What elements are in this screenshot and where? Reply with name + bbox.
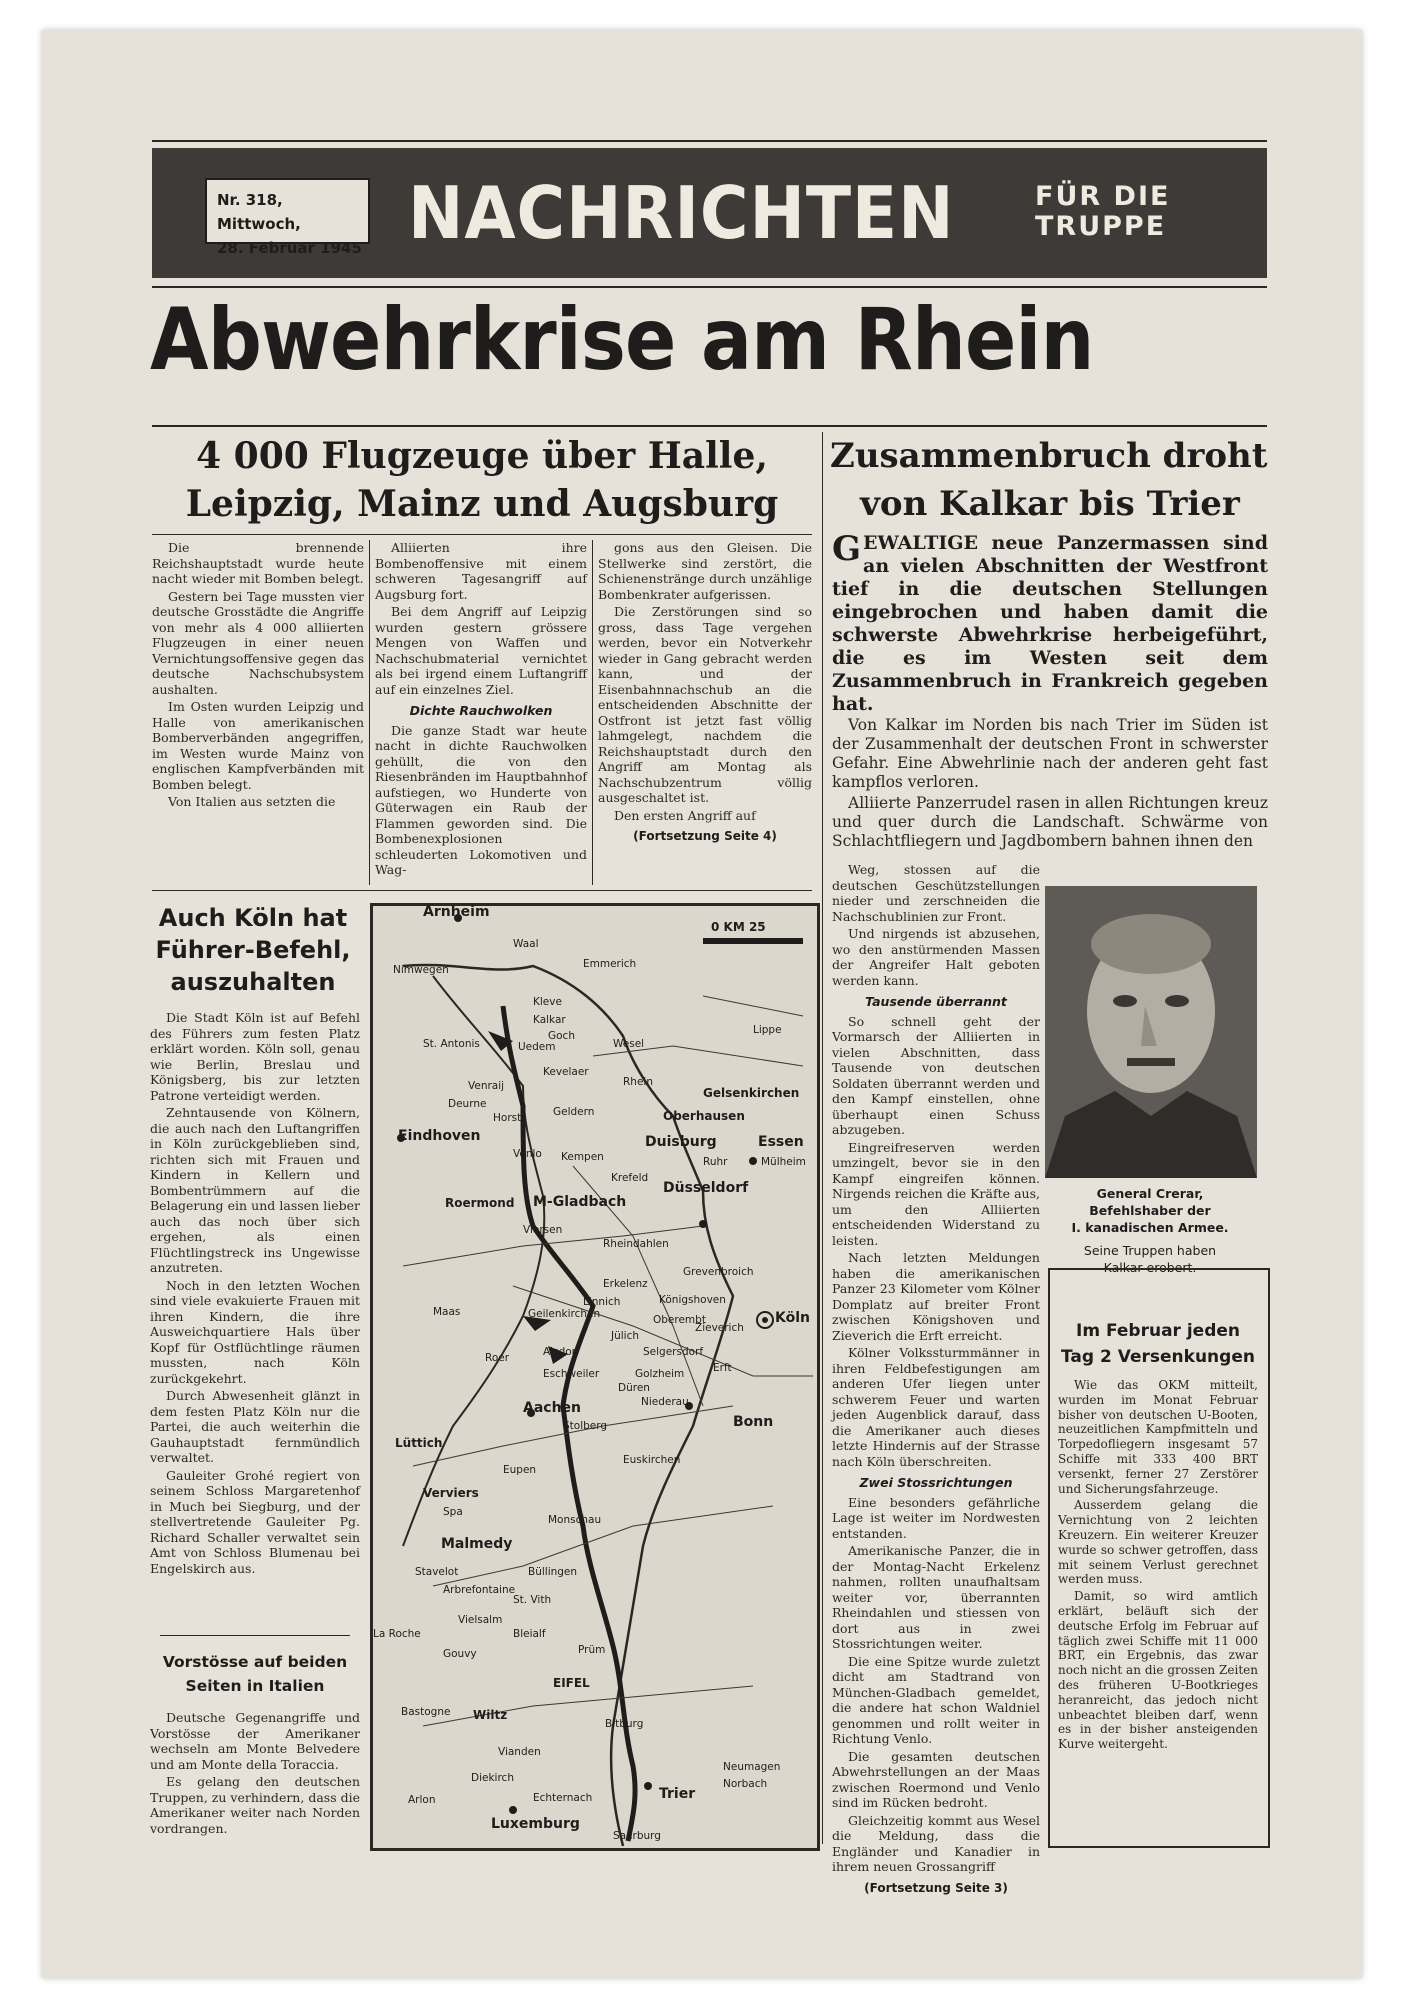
kalkar-intro: [832, 716, 1268, 853]
map-label-neumagen: Neumagen: [723, 1761, 781, 1773]
map-scale: 0 KM 25: [711, 920, 766, 934]
paragraph: So schnell geht der Vormarsch der Alliierten in vielen Abschnitten, dass Tausende von deutschen Soldaten überrannt werden und den Kampf einstellen, ohne überhaupt einen Schuss abzugeben.: [832, 1013, 1040, 1137]
main-headline: Abwehrkrise am Rhein: [150, 290, 1094, 390]
map-label-bitburg: Bitburg: [605, 1718, 644, 1730]
map-label-juelich: Jülich: [611, 1330, 640, 1342]
map-label-zieverich: Zieverich: [695, 1322, 744, 1334]
versenkungen-title-line1: Im Februar jeden: [1076, 1321, 1240, 1341]
paragraph: Kölner Volkssturmmänner in ihren Feldbefestigungen am anderen Ufer liegen unter schwerem Feuer und warten jeden Augenblick darauf, dass die Amerikaner auch dieses letzte Hindernis auf der Strasse nach Köln überschreiten.: [832, 1345, 1040, 1469]
map-label-st-antonis: St. Antonis: [423, 1038, 480, 1050]
map-label-erkelenz: Erkelenz: [603, 1278, 648, 1290]
map-label-diekirch: Diekirch: [471, 1772, 514, 1784]
flugzeuge-subhead: Dichte Rauchwolken: [409, 703, 553, 718]
kalkar-title-line2: von Kalkar bis Trier: [860, 484, 1240, 524]
paragraph: Alliierte Panzerrudel rasen in allen Richtungen kreuz und quer durch die Landschaft. Schwärme von Schlachtfliegern und Jagdbombern bahnen ihnen den: [832, 794, 1268, 850]
headline-rule: [152, 425, 1267, 427]
front-map: [370, 903, 820, 1851]
map-label-selgersdorf: Selgersdorf: [643, 1346, 704, 1358]
column-divider: [592, 540, 593, 885]
caption-line: General Crerar,: [1096, 1186, 1204, 1201]
map-label-kleve: Kleve: [533, 996, 562, 1008]
paragraph: Von Italien aus setzten die: [168, 794, 336, 809]
paragraph: Eine besonders gefährliche Lage ist weiter im Nordwesten entstanden.: [832, 1494, 1040, 1541]
caption-line: I. kanadischen Armee.: [1071, 1220, 1229, 1235]
paragraph: Gauleiter Grohé regiert von seinem Schloss Margaretenhof in Much bei Siegburg, und der stellvertretende Gauleiter Pg. Richard Schaller verwaltet sein Amt von Schloss Blumenau bei Engelskirch aus.: [150, 1467, 360, 1576]
kalkar-subhead-1: Tausende überrannt: [865, 994, 1007, 1009]
kalkar-lead-text: EWALTIGE neue Panzermassen sind an vielen Abschnitten der Westfront tief in die deutschen Stellungen eingebrochen und haben damit die schwerste Abwehrkrise herbeigeführt, die es im Westen seit dem Zusammenbruch in Frankreich gegeben hat.: [832, 532, 1268, 715]
map-label-eifel: EIFEL: [553, 1676, 590, 1690]
kalkar-subhead-2: Zwei Stossrichtungen: [859, 1475, 1013, 1490]
paragraph: Damit, so wird amtlich erklärt, beläuft sich der deutsche Erfolg im Februar auf täglich zwei Schiffe mit 11 000 BRT, ein Ergebnis, das zwar noch nicht an die grossen Zeiten des früheren U-Bootkrieges heranreicht, das jedoch nicht unbeachtet bleiben darf, wenn es in der bisher ansteigenden Kurve weitergeht.: [1058, 1589, 1258, 1752]
map-label-bastogne: Bastogne: [401, 1706, 451, 1718]
paragraph: Nach letzten Meldungen haben die amerikanischen Panzer 23 Kilometer vom Kölner Domplatz auf breiter Front zwischen Königshoven und Zieverich die Erft erreicht.: [832, 1250, 1040, 1343]
map-label-eindhoven: Eindhoven: [398, 1128, 481, 1144]
paragraph: Zehntausende von Kölnern, die auch nach den Luftangriffen in Köln zurückgeblieben sind, richten sich mit Frauen und Kindern in Kellern und Bombentrümmern auf die Belagerung ein und lassen lieber auch das noch über sich ergehen, als einen Flüchtlingstreck ins Ungewisse anzutreten.: [150, 1105, 360, 1275]
paragraph: Die Zerstörungen sind so gross, dass Tage vergehen werden, bevor ein Notverkehr wieder in Gang gebracht werden kann, und der Eisenbahnnachschub an die entscheidenden Abschnitte der Ostfront ist jetzt fast völlig lahmgelegt, nachdem die Reichshauptstadt durch den Angriff am Montag als Nachschubzentrum völlig ausgeschaltet ist.: [598, 604, 812, 805]
map-label-kalkar: Kalkar: [533, 1014, 566, 1026]
map-label-bleialf: Bleialf: [513, 1628, 546, 1640]
map-label-vielsalm: Vielsalm: [458, 1614, 503, 1626]
versenkungen-text: [1058, 1378, 1258, 1838]
paragraph: Von Kalkar im Norden bis nach Trier im Süden ist der Zusammenhalt der deutschen Front in schwerster Gefahr. Eine Abwehrlinie nach der anderen geht fast kampflos verloren.: [832, 716, 1268, 791]
map-label-arlon: Arlon: [408, 1794, 436, 1806]
issue-number: Nr. 318, Mittwoch,: [217, 191, 301, 233]
map-label-kempen: Kempen: [561, 1151, 604, 1163]
map-label-oberhausen: Oberhausen: [663, 1109, 745, 1123]
map-label-la-roche: La Roche: [373, 1628, 421, 1640]
flugzeuge-col1: [152, 540, 364, 886]
italien-title-line2: Seiten in Italien: [185, 1677, 325, 1695]
map-label-maas: Maas: [433, 1306, 461, 1318]
map-label-aachen: Aachen: [523, 1400, 582, 1416]
masthead-subtitle-line1: FÜR DIE: [1035, 181, 1171, 212]
paragraph: Den ersten Angriff auf: [614, 807, 756, 823]
map-label-koeln: Köln: [775, 1310, 810, 1326]
map-label-roer: Roer: [485, 1352, 510, 1364]
map-label-duesseldorf: Düsseldorf: [663, 1180, 749, 1196]
map-label-emmerich: Emmerich: [583, 958, 637, 970]
map-label-gelsenkirchen: Gelsenkirchen: [703, 1086, 800, 1100]
map-label-oberembt: Oberembt: [653, 1314, 706, 1326]
map-label-monschau: Monschau: [548, 1514, 602, 1526]
issue-date-box: [205, 178, 370, 257]
issue-date: 28. Februar 1945: [217, 239, 362, 257]
map-label-echternach: Echternach: [533, 1792, 593, 1804]
map-label-grevenbroich: Grevenbroich: [683, 1266, 754, 1278]
map-label-buellingen: Büllingen: [528, 1566, 578, 1578]
map-label-dueren: Düren: [618, 1382, 650, 1394]
map-label-lippe: Lippe: [753, 1024, 782, 1036]
map-label-stavelot: Stavelot: [415, 1566, 459, 1578]
map-label-geldern: Geldern: [553, 1106, 595, 1118]
paragraph: Im Osten wurden Leipzig und Halle von amerikanischen Bomberverbänden angegriffen, im Westen wurde Mainz von englischen Kampfverbänden mit Bomben belegt.: [152, 699, 364, 792]
paragraph: Noch in den letzten Wochen sind viele evakuierte Frauen mit ihren Kindern, die ihre Ausweichquartiere Hals über Kopf für Ostflüchtlinge räumen mussten, nach Köln zurückgekehrt.: [150, 1277, 360, 1386]
map-label-ruhr: Ruhr: [703, 1156, 728, 1168]
map-label-goch: Goch: [548, 1030, 575, 1042]
map-label-geilenkirchen: Geilenkirchen: [528, 1308, 601, 1320]
map-label-mgladbach: M-Gladbach: [533, 1194, 627, 1210]
map-label-vianden: Vianden: [498, 1746, 541, 1758]
column-divider: [369, 540, 370, 885]
versenkungen-title: [1058, 1318, 1258, 1370]
kalkar-continued: (Fortsetzung Seite 3): [864, 1880, 1008, 1895]
map-label-horst: Horst: [493, 1112, 522, 1124]
map-label-eschweiler: Eschweiler: [543, 1368, 600, 1380]
map-label-arnheim: Arnheim: [423, 904, 490, 920]
map-label-muelheim: Mülheim: [761, 1156, 806, 1168]
map-label-deurne: Deurne: [448, 1098, 487, 1110]
map-label-malmedy: Malmedy: [441, 1536, 513, 1552]
masthead-subtitle: [1035, 182, 1170, 242]
masthead-title: NACHRICHTEN: [408, 171, 955, 255]
map-label-gouvy: Gouvy: [443, 1648, 477, 1660]
paragraph: Amerikanische Panzer, die in der Montag-Nacht Erkelenz nahmen, rollten unaufhaltsam weiter vor, überrannten Rheindahlen und stiessen von dort aus in zwei Stossrichtungen weiter.: [832, 1543, 1040, 1651]
paragraph: Eingreifreserven werden umzingelt, bevor sie in den Kampf eingreifen können. Nirgends reichen die Kräfte aus, um den Alliierten entscheidenden Widerstand zu leisten.: [832, 1139, 1040, 1248]
italien-title-line1: Vorstösse auf beiden: [162, 1653, 348, 1671]
map-label-duisburg: Duisburg: [645, 1134, 717, 1150]
map-label-golzheim: Golzheim: [635, 1368, 685, 1380]
masthead-subtitle-line2: TRUPPE: [1035, 211, 1167, 242]
paragraph: Durch Abwesenheit glänzt in dem festen Platz Köln nur die Partei, die auch weiterhin die Gauhauptstadt fernmündlich verwaltet.: [150, 1388, 360, 1465]
flugzeuge-title-line2: Leipzig, Mainz und Augsburg: [185, 483, 779, 525]
photo-caption: [1030, 1185, 1270, 1276]
map-label-wiltz: Wiltz: [473, 1708, 508, 1722]
flugzeuge-col3: [598, 540, 812, 886]
kalkar-dropcap: G: [832, 529, 862, 569]
map-label-krefeld: Krefeld: [611, 1172, 649, 1184]
caption-line: Kalkar erobert.: [1103, 1260, 1197, 1275]
map-label-st-vith: St. Vith: [513, 1594, 552, 1606]
koeln-title-line1: Auch Köln hat: [158, 904, 348, 932]
portrait-image: [1045, 886, 1257, 1178]
map-label-luettich: Lüttich: [395, 1436, 443, 1450]
paragraph: Deutsche Gegenangriffe und Vorstösse der Amerikaner wechseln am Monte Belvedere und am Monte della Toraccia.: [150, 1710, 360, 1772]
flugzeuge-col2: [375, 540, 587, 886]
map-label-stolberg: Stolberg: [563, 1420, 608, 1432]
kalkar-title: [830, 432, 1270, 528]
general-crerar-photo: [1045, 886, 1257, 1178]
map-label-alsdorf: Alsdorf: [543, 1346, 580, 1358]
map-label-euskirchen: Euskirchen: [623, 1454, 681, 1466]
map-label-bonn: Bonn: [733, 1414, 774, 1430]
flugzeuge-continued: (Fortsetzung Seite 4): [633, 829, 777, 843]
paragraph: Gleichzeitig kommt aus Wesel die Meldung, dass die Engländer und Kanadier in ihrem neuen Grossangriff: [832, 1812, 1040, 1874]
paragraph: Die ganze Stadt war heute nacht in dichte Rauchwolken gehüllt, die von den Riesenbränden im Hauptbahnhof aufstiegen, wo Hunderte von Güterwagen ein Raub der Flammen geworden sind. Die Bombenexplosionen schleuderten Lokomotiven und Wag-: [375, 722, 587, 877]
caption-line: Befehlshaber der: [1089, 1203, 1211, 1218]
map-label-viersen: Viersen: [523, 1224, 563, 1236]
paragraph: Alliierten ihre Bombenoffensive mit einem schweren Tagesangriff auf Augsburg fort.: [375, 540, 587, 602]
paragraph: Ausserdem gelang die Vernichtung von 2 leichten Kreuzern. Ein weiterer Kreuzer wurde so schwer getroffen, dass mit seinem Verlust gerechnet werden muss.: [1058, 1498, 1258, 1587]
flugzeuge-title-rule: [152, 534, 812, 535]
map-label-norbach: Norbach: [723, 1778, 768, 1790]
koeln-title-line2: Führer-Befehl,: [155, 936, 351, 964]
map-label-kevelaer: Kevelaer: [543, 1066, 589, 1078]
kalkar-title-line1: [830, 432, 1270, 480]
paragraph: Die gesamten deutschen Abwehrstellungen an der Maas zwischen Roermond und Venlo sind im Rücken bedroht.: [832, 1748, 1040, 1810]
column-divider: [822, 432, 823, 1844]
section-rule: [160, 1635, 350, 1636]
paragraph: Die eine Spitze wurde zuletzt dicht am Stadtrand von München-Gladbach gemeldet, die andere hat schon Waldniel genommen und rollt weiter in Richtung Venlo.: [832, 1653, 1040, 1746]
map-label-wesel: Wesel: [613, 1038, 645, 1050]
map-label-trier: Trier: [659, 1786, 696, 1802]
map-label-essen: Essen: [758, 1134, 804, 1150]
paragraph: Bei dem Angriff auf Leipzig wurden gestern grössere Mengen von Waffen und Nachschubmaterial vernichtet als bei irgend einem Luftangriff auf ein einzelnes Ziel.: [375, 604, 587, 697]
kalkar-col: [832, 862, 1040, 1895]
paragraph: gons aus den Gleisen. Die Stellwerke sind zerstört, die Schienenstränge durch unzählige Bombenkrater aufgerissen.: [598, 540, 812, 602]
map-label-pruem: Prüm: [578, 1644, 606, 1656]
map-label-spa: Spa: [443, 1506, 463, 1518]
map-label-linnich: Linnich: [583, 1296, 621, 1308]
paragraph: Die Stadt Köln ist auf Befehl des Führers zum festen Platz erklärt worden. Köln soll, genau wie Berlin, Breslau und Königsberg, bis zur letzten Patrone verteidigt werden.: [150, 1010, 360, 1103]
caption-line: Seine Truppen haben: [1083, 1243, 1217, 1258]
map-label-rheindahlen: Rheindahlen: [603, 1238, 669, 1250]
koeln-title-line3: auszuhalten: [170, 968, 336, 996]
map-label-arbrefontaine: Arbrefontaine: [443, 1584, 516, 1596]
map-label-waal: Waal: [513, 938, 539, 950]
flugzeuge-title-line1: 4 000 Flugzeuge über Halle,: [196, 435, 768, 477]
map-label-venlo: Venlo: [513, 1148, 542, 1160]
map-label-uedem: Uedem: [518, 1041, 556, 1053]
map-label-niederau: Niederau: [641, 1396, 689, 1408]
paragraph: Gestern bei Tage mussten vier deutsche Grosstädte die Angriffe von mehr als 4 000 alliierten Flugzeugen in einer neuen Vernichtungsoffensive gegen das deutsche Nachschubsystem aushalten.: [152, 588, 364, 697]
kalkar-lead: [832, 529, 1268, 716]
map-label-luxemburg: Luxemburg: [491, 1816, 580, 1832]
versenkungen-title-line2: Tag 2 Versenkungen: [1061, 1347, 1255, 1367]
paragraph: Und nirgends ist abzusehen, wo den anstürmenden Massen der Angreifer Halt geboten werden kann.: [832, 926, 1040, 988]
koeln-text: [150, 1010, 360, 1620]
map-label-venraij: Venraij: [468, 1080, 505, 1092]
map-label-saarburg: Saarburg: [613, 1830, 661, 1842]
map-label-roermond: Roermond: [445, 1196, 515, 1210]
paragraph: Die brennende Reichshauptstadt wurde heute nacht wieder mit Bomben belegt.: [152, 540, 364, 586]
italien-text: [150, 1710, 360, 1842]
section-rule: [152, 890, 812, 891]
italien-title: [150, 1650, 360, 1698]
koeln-title: [148, 902, 358, 998]
map-label-eupen: Eupen: [503, 1464, 537, 1476]
paragraph: Es gelang den deutschen Truppen, zu verhindern, dass die Amerikaner weiter nach Norden vordrangen.: [150, 1774, 360, 1836]
paragraph: Weg, stossen auf die deutschen Geschützstellungen nieder und zerschneiden die Nachschublinien zur Front.: [832, 862, 1040, 924]
map-label-erft: Erft: [713, 1362, 732, 1374]
flugzeuge-title: [152, 432, 812, 528]
kalkar-title-text1: Zusammenbruch droht: [830, 436, 1268, 476]
map-label-koenigshoven: Königshoven: [659, 1294, 726, 1306]
paragraph: Wie das OKM mitteilt, wurden im Monat Februar bisher von deutschen U-Booten, neuzeitlichen Kampfmitteln und Torpedofliegern insgesamt 57 Schiffe mit 333 400 BRT versenkt, ferner 27 Zerstörer und Sicherungsfahrzeuge.: [1058, 1378, 1258, 1496]
map-label-nimwegen: Nimwegen: [393, 964, 449, 976]
map-label-verviers: Verviers: [423, 1486, 479, 1500]
map-label-rhein: Rhein: [623, 1076, 653, 1088]
top-rule: [152, 140, 1267, 142]
